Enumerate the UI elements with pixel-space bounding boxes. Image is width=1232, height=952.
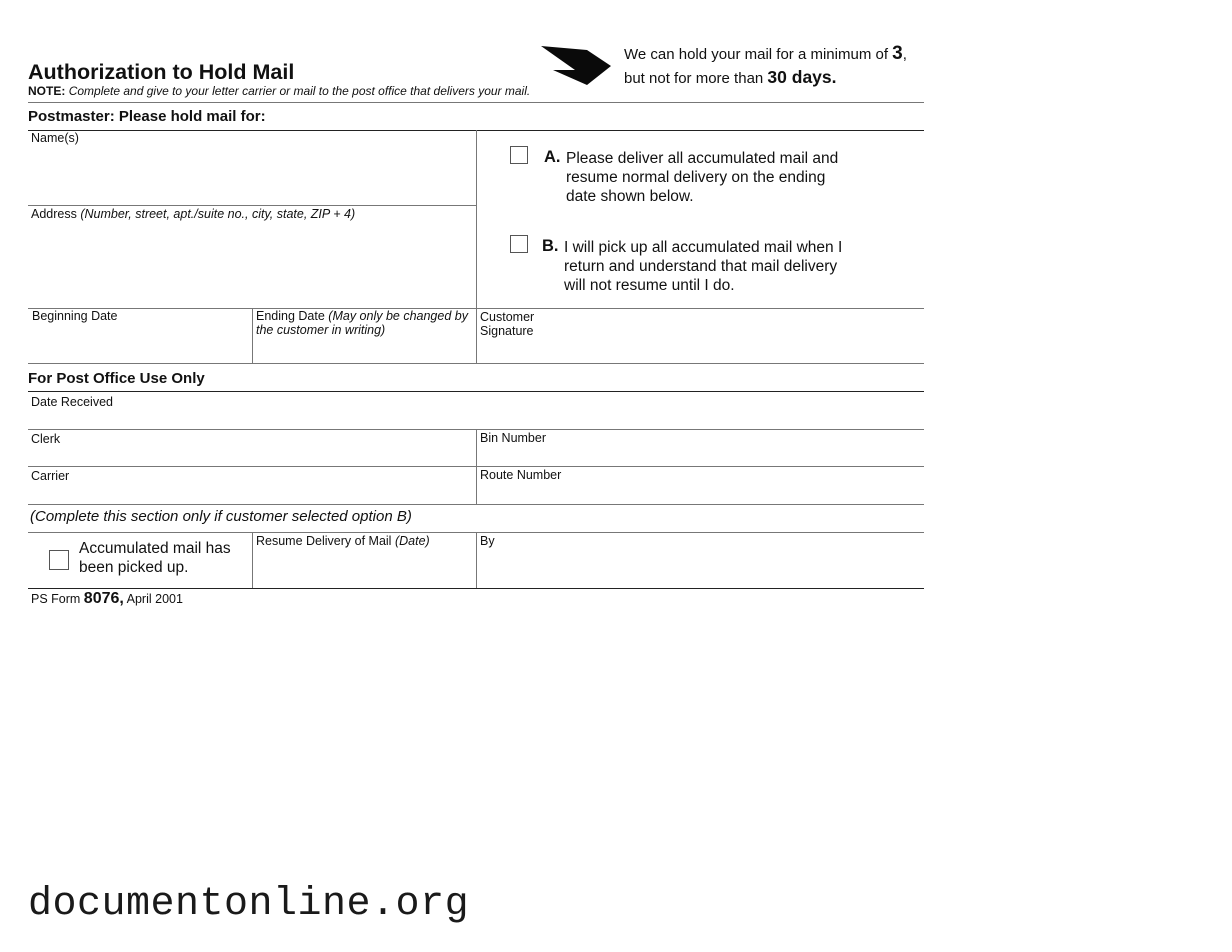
names-label: Name(s) bbox=[31, 131, 79, 145]
picked-up-text: Accumulated mail has been picked up. bbox=[79, 540, 231, 576]
address-hint: (Number, street, apt./suite no., city, state, ZIP + 4) bbox=[80, 207, 356, 221]
divider bbox=[476, 130, 477, 363]
form-number: 8076, bbox=[83, 590, 124, 607]
hold-duration-callout bbox=[624, 43, 907, 90]
date-received-label: Date Received bbox=[31, 395, 113, 409]
date-received-field[interactable] bbox=[31, 395, 921, 428]
divider bbox=[28, 363, 924, 364]
note-label: NOTE: bbox=[28, 84, 66, 98]
callout-max-days: 30 days. bbox=[767, 67, 837, 87]
carrier-field[interactable] bbox=[31, 469, 471, 502]
by-label: By bbox=[480, 534, 495, 548]
form-title: Authorization to Hold Mail bbox=[28, 60, 295, 84]
right-arrow-icon bbox=[541, 44, 613, 86]
clerk-field[interactable] bbox=[31, 432, 471, 465]
customer-signature-field[interactable] bbox=[480, 310, 540, 360]
option-b-letter: B. bbox=[542, 237, 559, 255]
option-b-checkbox[interactable] bbox=[510, 235, 528, 253]
divider bbox=[28, 102, 924, 103]
watermark: documentonline.org bbox=[28, 882, 470, 927]
resume-delivery-field[interactable] bbox=[256, 534, 472, 586]
ending-date-label: Ending Date bbox=[256, 309, 325, 323]
clerk-label: Clerk bbox=[31, 432, 61, 446]
route-number-label: Route Number bbox=[480, 468, 562, 482]
form-identifier bbox=[31, 590, 183, 608]
names-field[interactable] bbox=[31, 131, 475, 204]
picked-up-checkbox[interactable] bbox=[49, 550, 69, 570]
beginning-date-label: Beginning Date bbox=[32, 309, 118, 323]
divider bbox=[28, 466, 924, 467]
address-field[interactable] bbox=[31, 207, 475, 307]
form-date: April 2001 bbox=[126, 592, 183, 606]
option-a-letter: A. bbox=[544, 148, 561, 166]
by-field[interactable] bbox=[480, 534, 920, 586]
route-number-field[interactable] bbox=[480, 468, 920, 501]
bin-number-label: Bin Number bbox=[480, 431, 546, 445]
divider bbox=[28, 504, 924, 505]
note-text: Complete and give to your letter carrier or mail to the post office that delivers your mail. bbox=[68, 84, 531, 98]
divider bbox=[28, 205, 476, 206]
customer-signature-label: Customer Signature bbox=[480, 310, 535, 338]
form-prefix: PS Form bbox=[31, 592, 81, 606]
resume-delivery-label: Resume Delivery of Mail bbox=[256, 534, 392, 548]
option-a-checkbox[interactable] bbox=[510, 146, 528, 164]
ending-date-hint: (May only be changed by the customer in writing) bbox=[256, 309, 468, 337]
callout-mid: but not for more than bbox=[624, 70, 764, 87]
option-a-text: Please deliver all accumulated mail and resume normal delivery on the ending date shown below. bbox=[566, 150, 839, 205]
divider bbox=[252, 532, 253, 588]
divider bbox=[476, 532, 477, 588]
option-b-section-note: (Complete this section only if customer selected option B) bbox=[30, 508, 412, 525]
option-a bbox=[544, 149, 864, 209]
ending-date-field[interactable] bbox=[256, 309, 472, 361]
bin-number-field[interactable] bbox=[480, 431, 920, 464]
post-office-heading: For Post Office Use Only bbox=[28, 370, 205, 387]
callout-min-days: 3 bbox=[892, 43, 903, 64]
callout-comma: , bbox=[902, 46, 907, 63]
form-note bbox=[28, 84, 530, 98]
carrier-label: Carrier bbox=[31, 469, 70, 483]
divider bbox=[28, 588, 924, 589]
divider bbox=[28, 391, 924, 392]
option-b-text: I will pick up all accumulated mail when I return and understand that mail delivery will not resume until I do. bbox=[564, 239, 843, 294]
address-label: Address bbox=[31, 207, 77, 221]
beginning-date-field[interactable] bbox=[32, 309, 250, 361]
option-b bbox=[542, 238, 862, 298]
divider bbox=[252, 308, 253, 363]
resume-delivery-hint: (Date) bbox=[394, 534, 430, 548]
postmaster-heading: Postmaster: Please hold mail for: bbox=[28, 108, 266, 125]
callout-prefix: We can hold your mail for a minimum of bbox=[624, 46, 888, 63]
